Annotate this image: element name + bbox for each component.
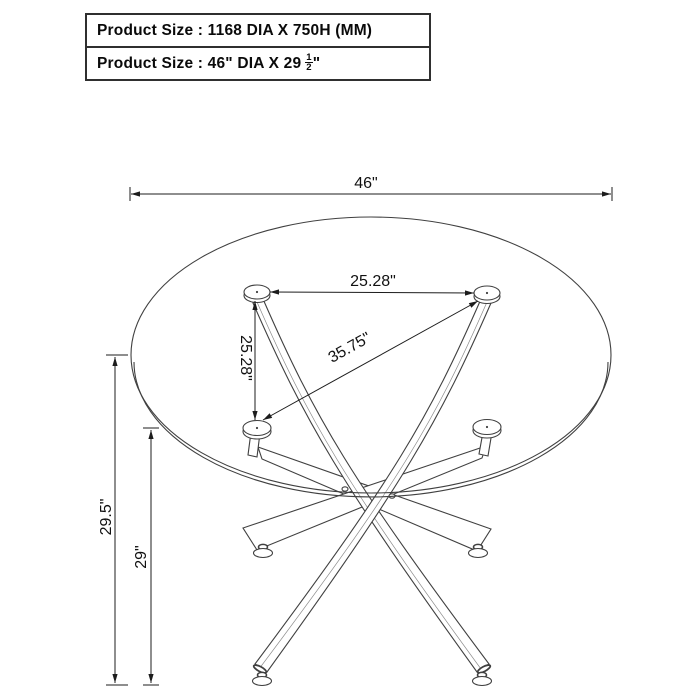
foot-front-right	[473, 672, 492, 685]
leg-disc-front-left	[243, 421, 271, 440]
product-size-metric-text: Product Size : 1168 DIA X 750H (MM)	[97, 21, 373, 39]
dim-label-leg-diagonal: 35.75"	[325, 329, 374, 367]
arrowhead	[112, 674, 117, 683]
dim-label-base-height: 29"	[133, 545, 150, 569]
dim-label-leg-span-horizontal: 25.28"	[350, 273, 396, 290]
arrowhead	[252, 411, 257, 420]
leg-disc-top-left	[244, 285, 270, 303]
arrowhead	[148, 430, 153, 439]
arrowhead	[131, 191, 140, 196]
dim-label-total-height: 29.5"	[98, 498, 115, 536]
arrowhead	[469, 301, 478, 308]
arrowhead	[270, 289, 279, 294]
fitting-bump-1	[342, 487, 348, 491]
dimension-annotations	[106, 187, 612, 685]
arrowhead	[148, 674, 153, 683]
arrowhead	[465, 290, 474, 295]
product-size-imperial-prefix: Product Size : 46" DIA X 29	[97, 54, 302, 72]
dim-leg-span-horizontal	[270, 289, 474, 295]
foot-front-left	[253, 672, 272, 685]
arrowhead	[263, 413, 272, 420]
dim-label-leg-span-vertical: 25.28"	[237, 335, 254, 381]
dim-leg-diagonal	[263, 301, 478, 420]
glass-top-thickness-edge	[134, 362, 608, 497]
product-size-imperial-suffix: "	[312, 54, 321, 72]
fraction-one-half: $\frac{1}{2}$	[306, 51, 312, 73]
glass-top-edge	[131, 217, 611, 493]
dim-label-overall-diameter: 46"	[354, 175, 378, 192]
arrowhead	[112, 357, 117, 366]
arrowhead	[602, 191, 611, 196]
leg-disc-front-right	[473, 420, 501, 439]
